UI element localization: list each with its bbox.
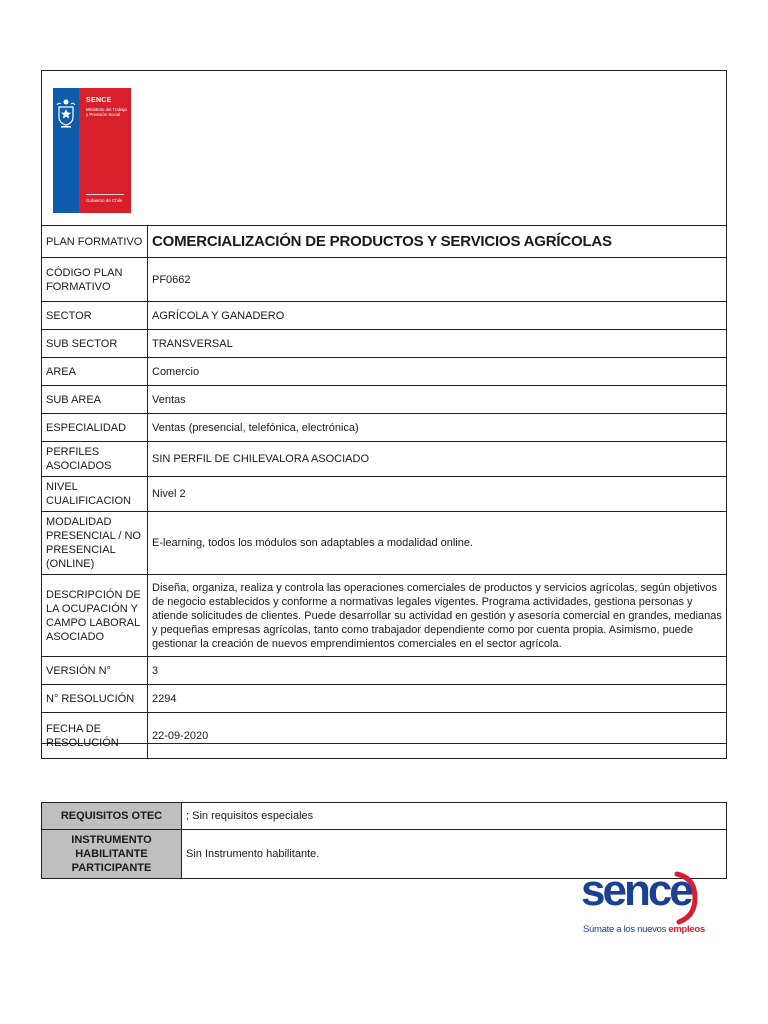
plan-formativo-value: COMERCIALIZACIÓN DE PRODUCTOS Y SERVICIOS AGRÍCOLAS [148,226,727,258]
table-row [42,302,727,330]
table-row [42,803,727,830]
nivel-value: Nivel 2 [148,477,727,512]
sector-label: SECTOR [42,302,148,330]
modalidad-value: E-learning, todos los módulos son adaptables a modalidad online. [148,512,727,575]
table-row [42,575,727,657]
brand-tagline-a: Súmate a los nuevos [583,924,669,935]
sub-area-label: SUB AREA [42,386,148,414]
table-row [42,386,727,414]
area-label: AREA [42,358,148,386]
sub-area-value: Ventas [148,386,727,414]
table-row [42,713,727,759]
fecha-label: FECHA DE RESOLUCIÓN [42,713,148,759]
resolucion-value: 2294 [148,685,727,713]
perfiles-label: PERFILES ASOCIADOS [42,442,148,477]
sence-brand-logo [581,866,711,944]
brand-word: sence [581,866,691,915]
otec-value: ; Sin requisitos especiales [182,803,727,830]
table-row [42,685,727,713]
instrumento-value: Sin Instrumento habilitante. [182,830,727,879]
plan-details-table [41,225,727,759]
codigo-value: PF0662 [148,258,727,302]
modalidad-label: MODALIDAD PRESENCIAL / NO PRESENCIAL (ONLINE) [42,512,148,575]
table-row [42,358,727,386]
perfiles-value: SIN PERFIL DE CHILEVALORA ASOCIADO [148,442,727,477]
chile-coat-of-arms-icon [56,96,76,130]
table-row [42,258,727,302]
table-row [42,414,727,442]
sence-government-logo [53,88,131,213]
brand-tagline-b: empleos [668,924,705,935]
instrumento-label: INSTRUMENTO HABILITANTE PARTICIPANTE [42,830,182,879]
sub-sector-label: SUB SECTOR [42,330,148,358]
otec-label: REQUISITOS OTEC [42,803,182,830]
table-row [42,477,727,512]
nivel-label: NIVEL CUALIFICACION [42,477,148,512]
especialidad-label: ESPECIALIDAD [42,414,148,442]
logo-subtitle: Ministerio del Trabajo y Previsión Social [86,107,127,117]
table-row [42,226,727,258]
area-value: Comercio [148,358,727,386]
table-row [42,512,727,575]
sub-sector-value: TRANSVERSAL [148,330,727,358]
brand-tagline [583,924,705,935]
table-row [42,657,727,685]
table-row [42,330,727,358]
descripcion-label: DESCRIPCIÓN DE LA OCUPACIÓN Y CAMPO LABORAL ASOCIADO [42,575,148,657]
codigo-label: CÓDIGO PLAN FORMATIVO [42,258,148,302]
version-label: VERSIÓN N° [42,657,148,685]
fecha-value: 22-09-2020 [148,713,727,759]
resolucion-label: N° RESOLUCIÓN [42,685,148,713]
plan-formativo-label: PLAN FORMATIVO [42,226,148,258]
logo-title: SENCE [86,97,112,104]
table-row [42,442,727,477]
especialidad-value: Ventas (presencial, telefónica, electrónica) [148,414,727,442]
sector-value: AGRÍCOLA Y GANADERO [148,302,727,330]
descripcion-value: Diseña, organiza, realiza y controla las operaciones comerciales de productos y servicios agrícolas, según objetivos de negocio establecidos y conforme a normativas legales vigentes. Programa actividades, gestiona personas y atiende solicitudes de clientes. Puede desarrollar su actividad en gestión y asesoría comercial en grandes, medianas y pequeñas empresas agrícolas, tanto como trabajador dependiente como por cuenta propia. Asimismo, puede gestionar la creación de nuevos emprendimientos comerciales en el sector agrícola. [148,575,727,657]
version-value: 3 [148,657,727,685]
logo-footer: Gobierno de Chile [86,198,123,203]
